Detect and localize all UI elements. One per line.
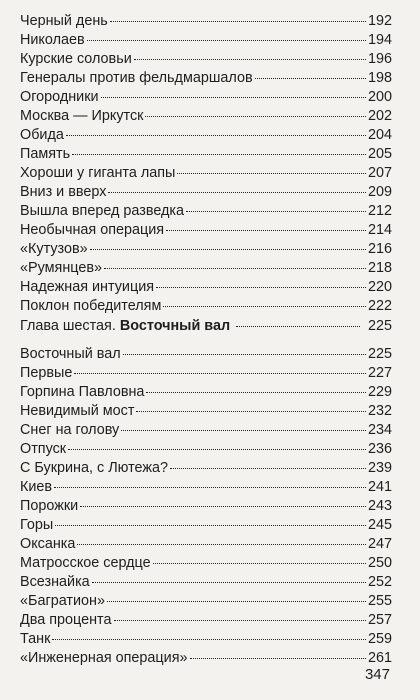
toc-entry [20, 364, 392, 383]
dot-leader [123, 354, 366, 355]
toc-entry-page: 227 [367, 365, 392, 381]
toc-entry-title: «Багратион» [20, 593, 105, 609]
toc-entry-title: Черный день [20, 13, 108, 29]
dot-leader [74, 373, 366, 374]
toc-entry [20, 297, 392, 316]
toc-entry-title: Вниз и вверх [20, 184, 107, 200]
dot-leader [134, 59, 366, 60]
toc-entry-page: 239 [367, 460, 392, 476]
toc-entry [20, 345, 392, 364]
toc-entry [20, 126, 392, 145]
toc-list-part-2 [20, 345, 392, 668]
toc-entry [20, 535, 392, 554]
toc-entry [20, 31, 392, 50]
toc-entry-page: 229 [367, 384, 392, 400]
toc-entry-page: 209 [367, 184, 392, 200]
dot-leader [186, 211, 366, 212]
toc-entry-page: 247 [367, 536, 392, 552]
toc-entry-page: 196 [367, 51, 392, 67]
toc-entry-page: 255 [367, 593, 392, 609]
toc-entry-title: Два процента [20, 612, 112, 628]
toc-entry [20, 478, 392, 497]
toc-entry [20, 50, 392, 69]
dot-leader [236, 326, 360, 327]
toc-entry-page: 194 [367, 32, 392, 48]
toc-entry-page: 257 [367, 612, 392, 628]
toc-entry [20, 573, 392, 592]
toc-entry-page: 236 [367, 441, 392, 457]
toc-entry-title: Генералы против фельдмаршалов [20, 70, 253, 86]
dot-leader [72, 154, 366, 155]
toc-entry-title: «Инженерная операция» [20, 650, 188, 666]
toc-entry [20, 107, 392, 126]
dot-leader [110, 21, 366, 22]
toc-entry-title: Киев [20, 479, 53, 495]
toc-entry [20, 278, 392, 297]
toc-entry [20, 145, 392, 164]
toc-entry-page: 222 [367, 298, 392, 314]
dot-leader [68, 449, 366, 450]
toc-entry [20, 69, 392, 88]
dot-leader [166, 230, 366, 231]
toc-entry-page: 204 [367, 127, 392, 143]
toc-entry-title: Память [20, 146, 71, 162]
toc-entry-title: Вышла вперед разведка [20, 203, 185, 219]
toc-entry-title: Порожки [20, 498, 79, 514]
dot-leader [190, 658, 366, 659]
toc-entry [20, 554, 392, 573]
toc-entry-page: 220 [367, 279, 392, 295]
toc-entry-title: Невидимый мост [20, 403, 135, 419]
chapter-name: Восточный вал [119, 318, 231, 334]
dot-leader [163, 306, 366, 307]
dot-leader [145, 116, 366, 117]
toc-entry-title: Обида [20, 127, 64, 143]
toc-entry-page: 234 [367, 422, 392, 438]
dot-leader [108, 192, 366, 193]
toc-entry-page: 252 [367, 574, 392, 590]
toc-entry-page: 245 [367, 517, 392, 533]
toc-entry [20, 383, 392, 402]
dot-leader [107, 601, 366, 602]
toc-entry-page: 241 [367, 479, 392, 495]
dot-leader [87, 40, 366, 41]
dot-leader [104, 268, 366, 269]
dot-leader [136, 411, 366, 412]
toc-entry-title: Горы [20, 517, 54, 533]
toc-entry [20, 183, 392, 202]
toc-entry-title: «Румянцев» [20, 260, 103, 276]
toc-entry-page: 198 [367, 70, 392, 86]
dot-leader [255, 78, 366, 79]
toc-entry-title: «Кутузов» [20, 241, 88, 257]
toc-entry [20, 440, 392, 459]
toc-entry-page: 214 [367, 222, 392, 238]
toc-entry-page: 216 [367, 241, 392, 257]
toc-entry-page: 232 [367, 403, 392, 419]
toc-entry [20, 202, 392, 221]
toc-entry [20, 649, 392, 668]
dot-leader [146, 392, 366, 393]
toc-entry-title: Восточный вал [20, 346, 121, 362]
dot-leader [80, 506, 366, 507]
toc-entry-page: 259 [367, 631, 392, 647]
toc-entry-title: Первые [20, 365, 73, 381]
dot-leader [177, 173, 366, 174]
dot-leader [156, 287, 366, 288]
chapter-heading [20, 317, 392, 336]
toc-entry-title: Хороши у гиганта лапы [20, 165, 176, 181]
dot-leader [153, 563, 366, 564]
toc-entry [20, 421, 392, 440]
dot-leader [55, 525, 366, 526]
toc-entry-page: 205 [367, 146, 392, 162]
toc-entry-title: Надежная интуиция [20, 279, 155, 295]
toc-entry [20, 611, 392, 630]
toc-entry-title: Оксанка [20, 536, 76, 552]
toc-entry-page: 207 [367, 165, 392, 181]
toc-entry-page: 192 [367, 13, 392, 29]
toc-entry-title: Курские соловьи [20, 51, 132, 67]
chapter-label: Глава шестая. [20, 318, 116, 334]
dot-leader [121, 430, 366, 431]
dot-leader [170, 468, 366, 469]
toc-entry [20, 497, 392, 516]
toc-entry-title: Необычная операция [20, 222, 165, 238]
dot-leader [114, 620, 366, 621]
toc-entry-page: 243 [367, 498, 392, 514]
toc-entry-title: Всезнайка [20, 574, 90, 590]
toc-entry [20, 402, 392, 421]
toc-entry [20, 164, 392, 183]
toc-entry-title: Матросское сердце [20, 555, 151, 571]
toc-entry-page: 225 [367, 346, 392, 362]
toc-entry [20, 516, 392, 535]
toc-entry-title: Огородники [20, 89, 99, 105]
toc-entry-title: Отпуск [20, 441, 67, 457]
dot-leader [90, 249, 366, 250]
dot-leader [52, 639, 366, 640]
toc-entry [20, 459, 392, 478]
toc-entry-page: 202 [367, 108, 392, 124]
dot-leader [66, 135, 366, 136]
toc-entry-title: Николаев [20, 32, 85, 48]
dot-leader [77, 544, 366, 545]
toc-entry-title: Москва — Иркутск [20, 108, 144, 124]
toc-entry [20, 259, 392, 278]
chapter-page: 225 [367, 318, 392, 334]
toc-entry-title: Снег на голову [20, 422, 120, 438]
toc-entry-title: Танк [20, 631, 51, 647]
toc-entry-title: Горпина Павловна [20, 384, 145, 400]
dot-leader [101, 97, 366, 98]
toc-entry-title: С Букрина, с Лютежа? [20, 460, 169, 476]
toc-entry [20, 592, 392, 611]
toc-entry-page: 200 [367, 89, 392, 105]
toc-entry-page: 250 [367, 555, 392, 571]
toc-entry [20, 221, 392, 240]
toc-entry [20, 88, 392, 107]
toc-entry [20, 630, 392, 649]
toc-entry-page: 261 [367, 650, 392, 666]
dot-leader [92, 582, 366, 583]
toc-entry-page: 212 [367, 203, 392, 219]
page-number: 347 [364, 666, 390, 683]
toc-entry [20, 240, 392, 259]
toc-entry [20, 12, 392, 31]
toc-entry-title: Поклон победителям [20, 298, 162, 314]
dot-leader [54, 487, 366, 488]
toc-list-part-1 [20, 12, 392, 316]
toc-entry-page: 218 [367, 260, 392, 276]
